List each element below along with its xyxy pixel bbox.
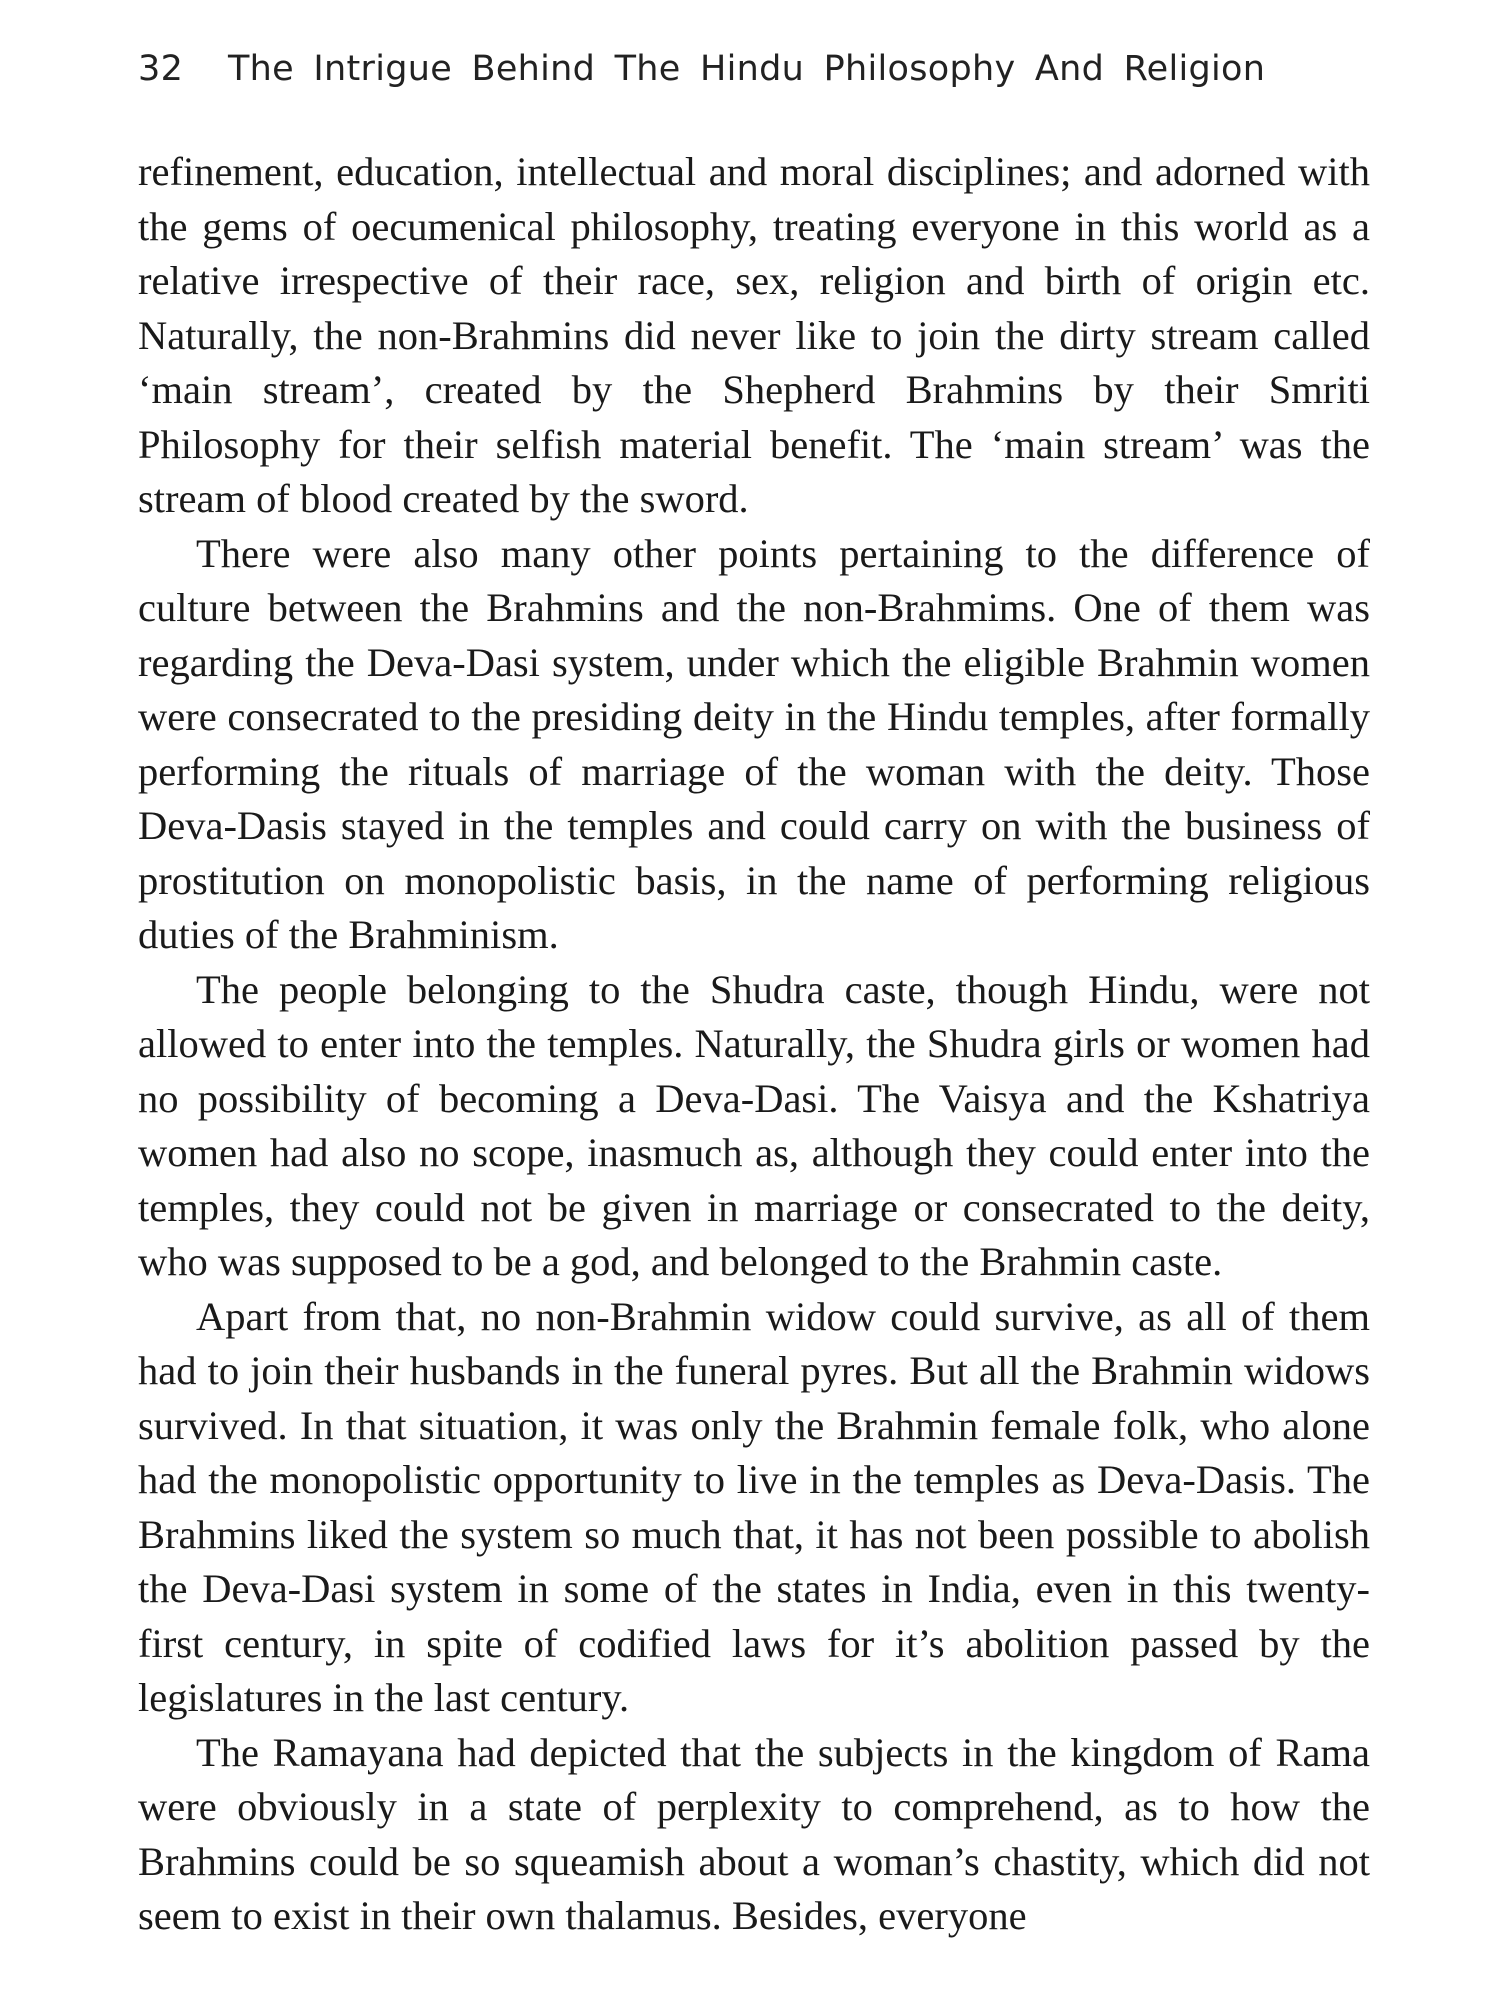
page-number: 32 [138,49,184,89]
paragraph: The Ramayana had depicted that the subjects in the kingdom of Rama were obviously in a state of perplexity to comprehend, as to how the Brahmins could be so squeamish about a woman’s chastity, which did not seem to exist in their own thalamus. Besides, everyone [138,1729,1370,1938]
paragraph: The people belonging to the Shudra caste, though Hindu, were not allowed to enter into the temples. Naturally, the Shudra girls or women had no possibility of becoming a Deva-Dasi. The Vaisya and the Kshatriya women had also no scope, inasmuch as, although they could enter into the temples, they could not be given in marriage or consecrated to the deity, who was supposed to be a god, and belonged to the Brahmin caste. [138,966,1370,1284]
paragraph: Apart from that, no non-Brahmin widow could survive, as all of them had to join their husbands in the funeral pyres. But all the Brahmin widows survived. In that situation, it was only the Brahmin female folk, who alone had the monopolistic opportunity to live in the temples as Deva-Dasis. The Brahmins liked the system so much that, it has not been possible to abolish the Deva-Dasi system in some of the states in India, even in this twenty-first century, in spite of codified laws for it’s abolition passed by the legislatures in the last century. [138,1293,1370,1720]
body-text [138,145,1370,1944]
running-header [138,44,1378,94]
paragraph: There were also many other points pertaining to the difference of culture between the Brahmins and the non-Brahmims. One of them was regarding the Deva-Dasi system, under which the eligible Brahmin women were consecrated to the presiding deity in the Hindu temples, after formally performing the rituals of marriage of the woman with the deity. Those Deva-Dasis stayed in the temples and could carry on with the business of prostitution on monopolistic basis, in the name of performing religious duties of the Brahminism. [138,530,1370,957]
paragraph-continued: refinement, education, intellectual and moral disciplines; and adorned with the gems of oecumenical philosophy, treating everyone in this world as a relative irrespective of their race, sex, religion and birth of origin etc. Naturally, the non-Brahmins did never like to join the dirty stream called ‘main stream’, created by the Shepherd Brahmins by their Smriti Philosophy for their selfish material benefit. The ‘main stream’ was the stream of blood created by the sword. [138,149,1370,521]
book-title: The Intrigue Behind The Hindu Philosophy And Religion [228,49,1266,89]
